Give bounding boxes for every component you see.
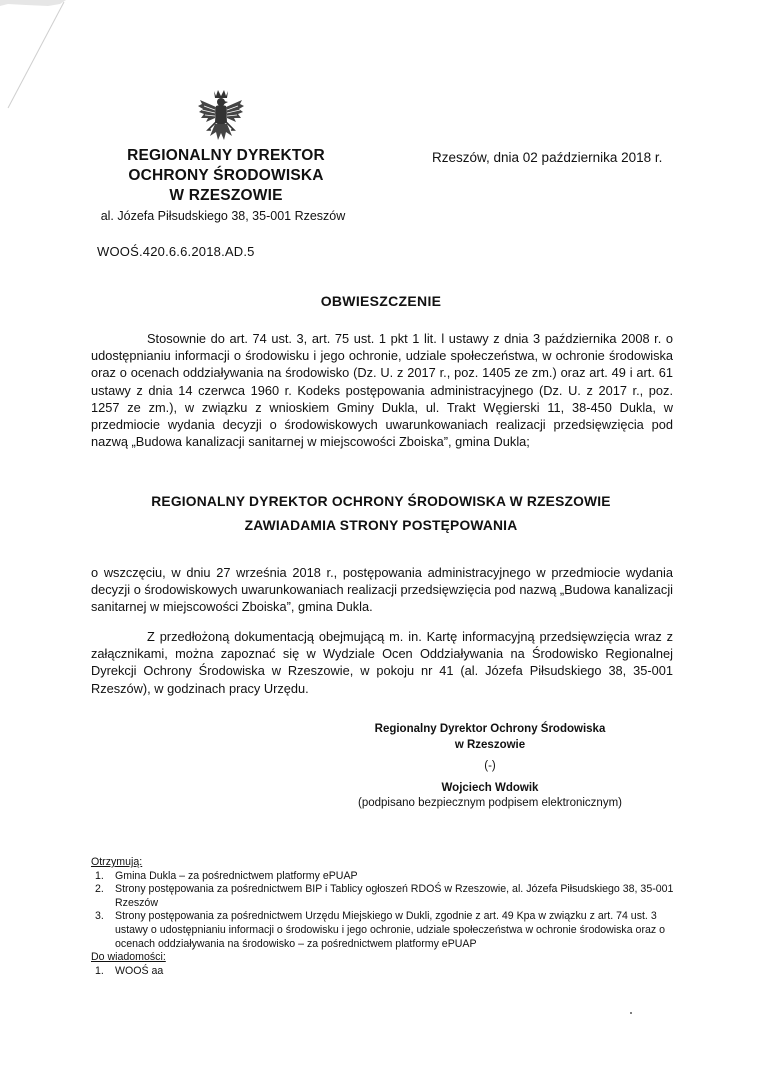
signature-block (330, 722, 650, 812)
distribution-list (91, 856, 691, 978)
office-name-line1: REGIONALNY DYREKTOR (127, 147, 325, 164)
office-name-line2: OCHRONY ŚRODOWISKA (128, 167, 324, 184)
office-address: al. Józefa Piłsudskiego 38, 35-001 Rzeszów (100, 209, 346, 223)
place-and-date: Rzeszów, dnia 02 października 2018 r. (432, 150, 663, 165)
announcing-authority-heading: REGIONALNY DYREKTOR OCHRONY ŚRODOWISKA W RZESZOWIE (151, 494, 611, 509)
initiation-paragraph: o wszczęciu, w dniu 27 września 2018 r., postępowania administracyjnego w przedmiocie wydania decyzji o środowiskowych uwarunkowaniach realizacji przedsięwzięcia pod nazwą „Budowa kanalizacji sanitarnej w miejscowości Zboiska”, gmina Dukla. (91, 565, 673, 615)
recipients-label: Otrzymują: (91, 856, 143, 868)
document-title: OBWIESZCZENIE (320, 293, 442, 309)
reference-number: WOOŚ.420.6.6.2018.AD.5 (97, 244, 255, 259)
scan-speck (630, 1012, 632, 1014)
office-name-line3: W RZESZOWIE (169, 187, 283, 204)
info-label: Do wiadomości: (91, 951, 166, 964)
list-item: 1. WOOŚ aa (95, 964, 164, 977)
polish-eagle-emblem-icon (196, 88, 246, 146)
scan-corner-mark-icon (0, 0, 70, 110)
signatory-name: Wojciech Wdowik (441, 781, 539, 794)
list-item: 3. Strony postępowania za pośrednictwem Urzędu Miejskiego w Dukli, zgodnie z art. 49 Kpa w związku z art. 74 ust. 3 ustawy o udostępnianiu informacji o środowisku i jego ochronie, udziale społeczeństwa w ochronie środowiska oraz o ocenach oddziaływania na środowisko – za pośrednictwem platformy ePUAP (95, 910, 665, 950)
office-header (95, 146, 357, 225)
signature-office-line1: Regionalny Dyrektor Ochrony Środowiska (374, 723, 606, 735)
notification-heading: ZAWIADAMIA STRONY POSTĘPOWANIA (244, 518, 518, 533)
legal-basis-paragraph: Stosownie do art. 74 ust. 3, art. 75 ust. 1 pkt 1 lit. l ustawy z dnia 3 października 2008 r. o udostępnianiu informacji o środowisku i jego ochronie, udziale społeczeństwa, w ochronie środowiska oraz o ocenach oddziaływania na środowisko (Dz. U. z 2017 r., poz. 1405 ze zm.) oraz art. 49 i art. 61 ustawy z dnia 14 czerwca 1960 r. Kodeks postępowania administracyjnego (Dz. U. z 2017 r., poz. 1257 ze zm.), w związku z wnioskiem Gminy Dukla, ul. Trakt Węgierski 11, 38-450 Dukla, w przedmiocie wydania decyzji o środowiskowych uwarunkowaniach realizacji przedsięwzięcia pod nazwą „Budowa kanalizacji sanitarnej w miejscowości Zboiska”, gmina Dukla; (91, 331, 673, 450)
signature-office-line2: w Rzeszowie (454, 738, 526, 751)
list-item: 2. Strony postępowania za pośrednictwem BIP i Tablicy ogłoszeń RDOŚ w Rzeszowie, al. Józefa Piłsudskiego 38, 35-001 Rzeszów (95, 883, 674, 909)
signature-mark: (-) (484, 760, 496, 772)
recipients-list (91, 870, 691, 952)
list-item: 1. Gmina Dukla – za pośrednictwem platformy ePUAP (95, 869, 358, 882)
documentation-access-paragraph: Z przedłożoną dokumentacją obejmującą m. in. Kartę informacyjną przedsięwzięcia wraz z załącznikami, można zapoznać się w Wydziale Ocen Oddziaływania na Środowisko Regionalnej Dyrekcji Ochrony Środowiska w Rzeszowie, w pokoju nr 41 (al. Józefa Piłsudskiego 38, 35-001 Rzeszów), w godzinach pracy Urzędu. (91, 629, 673, 696)
info-list (91, 965, 691, 979)
electronic-signature-note: (podpisano bezpiecznym podpisem elektronicznym) (358, 797, 622, 809)
